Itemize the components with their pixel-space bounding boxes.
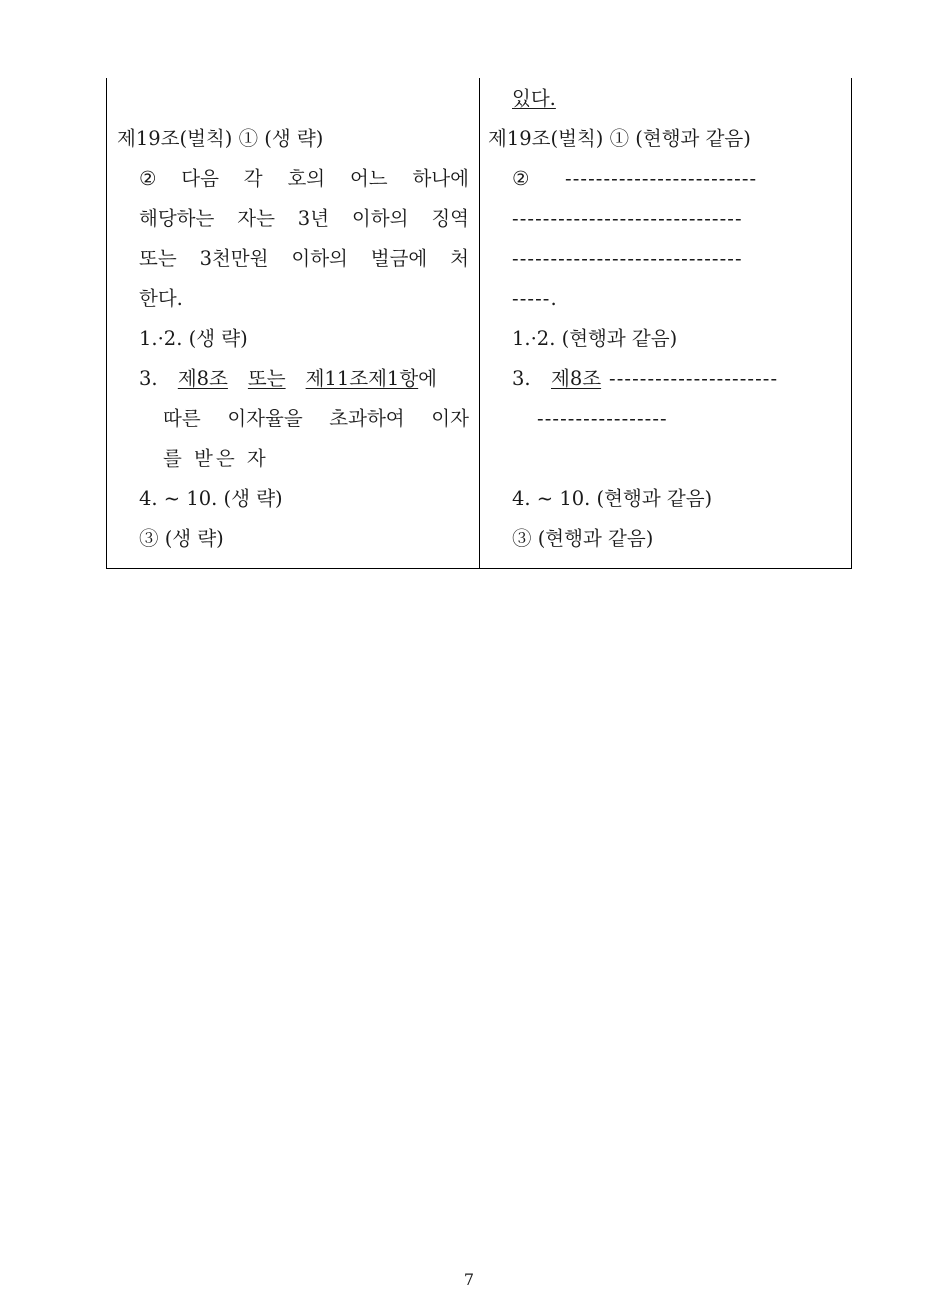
left-para2-line4: 한다.	[139, 287, 183, 310]
right-item-4-10: 4. ~ 10. (현행과 같음)	[512, 487, 713, 510]
left-para2-l1-w4: 어느	[349, 167, 388, 190]
left-item3-ref-art11: 제11조제1항	[305, 367, 419, 390]
left-item3-l2-w2: 초과하여	[329, 407, 405, 430]
right-para2-dash-b: ------------------------------	[512, 207, 743, 230]
right-para2-dash-end: -----.	[512, 287, 558, 310]
left-item-3-line3: 를 받은 자	[163, 447, 269, 470]
left-para2-l2-w1: 자는	[237, 207, 275, 230]
right-para3: ③ (현행과 같음)	[512, 527, 654, 550]
left-item3-ref-art8: 제8조	[177, 367, 228, 390]
page-number: 7	[463, 1270, 475, 1289]
left-para3: ③ (생 략)	[139, 527, 224, 550]
left-para2-l2-w4: 징역	[431, 207, 469, 230]
right-item3-ref-art8: 제8조	[551, 367, 602, 390]
left-para2-l3-w0: 또는	[139, 247, 177, 270]
left-item3-or: 또는	[247, 367, 286, 390]
right-item3-dash-1: ----------------------	[609, 367, 779, 390]
left-para2-l3-w1: 3천만원	[199, 247, 269, 270]
right-item-1-2: 1.·2. (현행과 같음)	[512, 327, 678, 350]
left-para2-l3-w3: 벌금에	[370, 247, 428, 270]
left-item3-tail: 에	[418, 367, 438, 390]
left-para2-l3-w2: 이하의	[291, 247, 348, 270]
left-para2-l1-w5: 하나에	[412, 167, 469, 190]
right-para2-num: ②	[512, 167, 530, 190]
left-article-19-heading: 제19조(벌칙) ① (생 략)	[117, 127, 324, 150]
left-para2-l2-w2: 3년	[297, 207, 330, 230]
left-item3-l2-w0: 따른	[163, 407, 201, 430]
left-para2-line2	[139, 204, 469, 234]
left-para2-l1-w0: ②	[139, 167, 157, 190]
comparison-table	[106, 78, 852, 569]
left-para2-line3	[139, 244, 469, 274]
right-top-fragment: 있다.	[512, 87, 556, 110]
right-article-19-heading: 제19조(벌칙) ① (현행과 같음)	[488, 127, 751, 150]
left-para2-l3-w4: 처	[450, 247, 469, 270]
column-divider	[479, 78, 480, 568]
left-item3-l2-w3: 이자	[431, 407, 469, 430]
left-para2-line1	[139, 164, 469, 194]
right-para2-dash-a: -------------------------	[565, 167, 758, 190]
right-para2-dash-c: ------------------------------	[512, 247, 743, 270]
left-item3-number: 3.	[139, 367, 158, 390]
right-item3-dash-2: -----------------	[537, 407, 668, 430]
left-item-1-2: 1.·2. (생 략)	[139, 327, 248, 350]
left-item-3-line2	[163, 404, 469, 434]
left-para2-l1-w1: 다음	[181, 167, 219, 190]
left-para2-l2-w0: 해당하는	[139, 207, 215, 230]
right-item3-number: 3.	[512, 367, 531, 390]
left-para2-l2-w3: 이하의	[351, 207, 409, 230]
left-item3-l2-w1: 이자율을	[227, 407, 303, 430]
left-para2-l1-w2: 각	[243, 167, 263, 190]
left-para2-l1-w3: 호의	[287, 167, 326, 190]
left-item-3-line1	[139, 364, 469, 394]
left-item-4-10: 4. ~ 10. (생 략)	[139, 487, 283, 510]
